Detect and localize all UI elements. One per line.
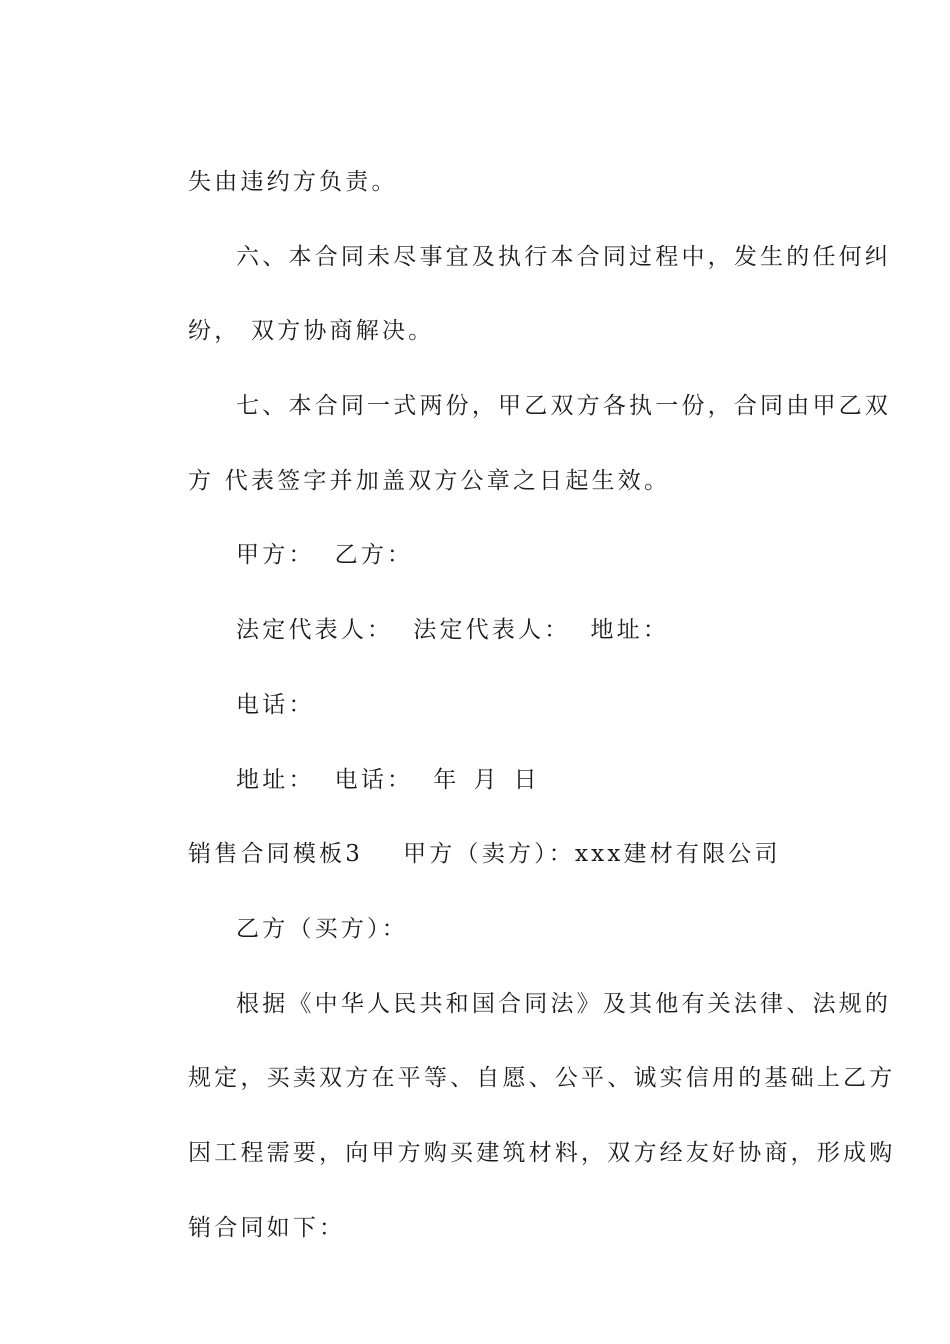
day-label: 日: [513, 767, 540, 793]
legal-rep-b-label: 法定代表人：: [413, 617, 571, 643]
line-text: 六、本合同未尽事宜及执行本合同过程中，发生的任何纠: [236, 244, 892, 270]
line-text: 因工程需要，向甲方购买建筑材料，双方经友好协商，形成购: [188, 1140, 896, 1166]
seller-party: 甲方（卖方）：xxx建材有限公司: [403, 841, 781, 867]
address-label: 地址：: [590, 617, 670, 643]
line-text: 方 代表签字并加盖双方公章之日起生效。: [188, 468, 671, 494]
month-label: 月: [473, 767, 500, 793]
line-text: 根据《中华人民共和国合同法》及其他有关法律、法规的: [236, 991, 892, 1017]
line-text: 七、本合同一式两份，甲乙双方各执一份，合同由甲乙双: [236, 393, 892, 419]
line-text: 规定，买卖双方在平等、自愿、公平、诚实信用的基础上乙方: [188, 1065, 896, 1091]
line-text: 销合同如下：: [188, 1215, 346, 1241]
line-text: 失由违约方负责。: [188, 169, 398, 195]
party-b-label: 乙方：: [334, 542, 414, 568]
address-label: 地址：: [236, 767, 315, 793]
template-heading: 销售合同模板3: [188, 841, 364, 867]
phone-label: 电话：: [334, 767, 414, 793]
buyer-party: 乙方（买方）：: [236, 916, 408, 942]
preamble-line-4: [0, 1183, 950, 1273]
legal-rep-a-label: 法定代表人：: [236, 617, 394, 643]
phone-label: 电话：: [236, 692, 315, 718]
party-a-label: 甲方：: [236, 542, 315, 568]
year-label: 年: [433, 767, 460, 793]
line-text: 纷， 双方协商解决。: [188, 318, 435, 344]
